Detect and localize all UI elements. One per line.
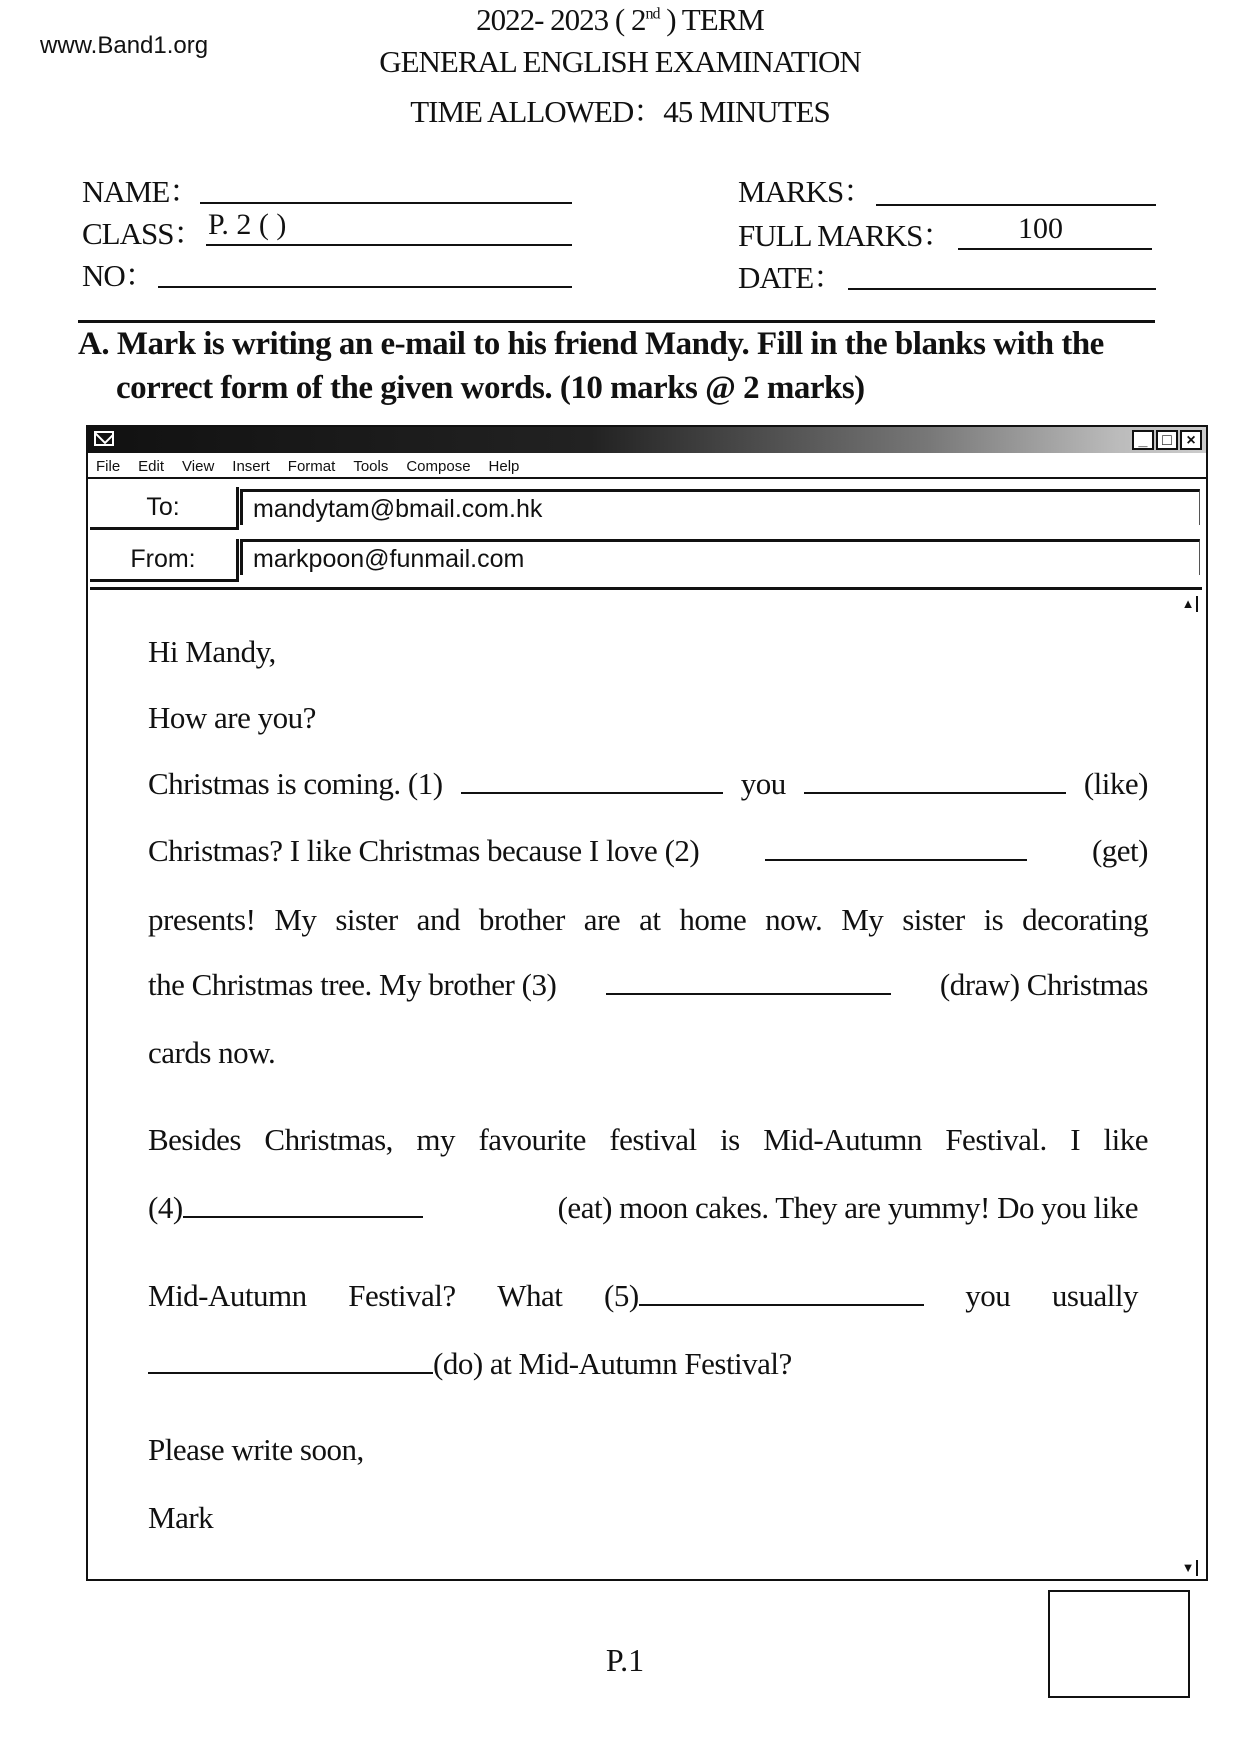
to-field[interactable]: mandytam@bmail.com.hk xyxy=(240,489,1200,525)
date-field[interactable] xyxy=(848,288,1156,290)
blank-5a[interactable] xyxy=(639,1282,924,1306)
menu-help[interactable]: Help xyxy=(488,457,520,475)
watermark: www.Band1.org xyxy=(40,32,209,59)
menu-insert[interactable]: Insert xyxy=(232,457,270,475)
text: (4) xyxy=(148,1190,183,1225)
class-value: P. 2 ( ) xyxy=(208,208,287,241)
full-marks-label: FULL MARKS： xyxy=(738,218,953,253)
instruction-line-2: correct form of the given words. (10 marks @ 2 marks) xyxy=(116,370,865,406)
text: (draw) Christmas xyxy=(939,967,1148,1002)
from-label: From: xyxy=(90,539,239,582)
full-marks-field xyxy=(958,248,1152,250)
text-line-6: Besides Christmas, my favourite festival is Mid-Autumn Festival. I like xyxy=(148,1122,1148,1157)
from-field[interactable]: markpoon@funmail.com xyxy=(240,539,1200,575)
menu-bar xyxy=(88,455,1206,479)
menu-file[interactable]: File xyxy=(96,457,121,475)
text: (5) xyxy=(604,1278,639,1313)
text-line-5: cards now. xyxy=(148,1035,276,1070)
instruction-line-1: A. Mark is writing an e-mail to his friend Mandy. Fill in the blanks with the xyxy=(78,326,1104,362)
text: (like) xyxy=(1083,766,1148,801)
to-label: To: xyxy=(90,487,239,530)
text: Christmas is coming. (1) xyxy=(148,766,443,801)
text: you xyxy=(740,766,786,801)
menu-edit[interactable]: Edit xyxy=(138,457,165,475)
blank-4[interactable] xyxy=(183,1194,423,1218)
blank-3[interactable] xyxy=(606,971,891,995)
scroll-down-icon[interactable]: ▼ xyxy=(1180,1560,1198,1576)
signature: Mark xyxy=(148,1500,214,1535)
marks-field[interactable] xyxy=(876,204,1156,206)
class-field[interactable] xyxy=(206,244,572,246)
no-label: NO： xyxy=(82,258,155,293)
full-marks-value: 100 xyxy=(1018,212,1063,245)
time-allowed: TIME ALLOWED：45 MINUTES xyxy=(410,94,830,129)
menu-view[interactable]: View xyxy=(182,457,215,475)
message-body[interactable] xyxy=(90,587,1202,1580)
how-line: How are you? xyxy=(148,700,316,735)
menu-format[interactable]: Format xyxy=(287,457,336,475)
name-label: NAME： xyxy=(82,174,200,209)
name-field[interactable] xyxy=(200,202,572,204)
page-number: P.1 xyxy=(605,1642,645,1678)
minimize-button[interactable]: _ xyxy=(1132,430,1154,450)
class-label: CLASS： xyxy=(82,216,204,251)
text-line-1 xyxy=(148,766,1148,802)
term-heading xyxy=(0,2,1240,38)
mail-icon xyxy=(94,431,114,446)
exam-title: GENERAL ENGLISH EXAMINATION xyxy=(379,44,861,79)
title-bar xyxy=(88,427,1206,453)
text-line-3: presents! My sister and brother are at home now. My sister is decorating xyxy=(148,902,1148,937)
closing: Please write soon, xyxy=(148,1432,364,1467)
text-line-9 xyxy=(148,1346,1148,1382)
date-label: DATE： xyxy=(738,260,844,295)
text: Festival? xyxy=(348,1278,456,1313)
text: the Christmas tree. My brother (3) xyxy=(148,967,557,1002)
text: (do) at Mid-Autumn Festival? xyxy=(433,1346,792,1381)
close-button[interactable]: × xyxy=(1180,430,1202,450)
section-a-instruction xyxy=(78,322,1178,410)
email-window xyxy=(86,425,1208,1581)
term-label: ) TERM xyxy=(659,2,764,37)
menu-compose[interactable]: Compose xyxy=(406,457,471,475)
text-line-4 xyxy=(148,967,1148,1003)
no-field[interactable] xyxy=(158,286,572,288)
maximize-button[interactable]: □ xyxy=(1156,430,1178,450)
text-line-2 xyxy=(148,833,1148,869)
menu-tools[interactable]: Tools xyxy=(353,457,389,475)
blank-1a[interactable] xyxy=(461,770,723,794)
term-sup: nd xyxy=(645,5,660,23)
text: you xyxy=(965,1278,1011,1313)
text-line-8 xyxy=(148,1278,1138,1314)
text: Christmas? I like Christmas because I love (2) xyxy=(148,833,700,868)
score-box xyxy=(1048,1590,1190,1698)
term-year: 2022- 2023 ( 2 xyxy=(476,2,646,37)
text: What xyxy=(497,1278,563,1313)
text: (eat) moon cakes. They are yummy! Do you like xyxy=(557,1190,1138,1225)
blank-1b[interactable] xyxy=(804,770,1066,794)
text: usually xyxy=(1051,1278,1138,1313)
text: Mid-Autumn xyxy=(148,1278,307,1313)
text: (get) xyxy=(1091,833,1148,868)
text-line-7 xyxy=(148,1190,1138,1226)
scroll-up-icon[interactable]: ▲ xyxy=(1180,596,1198,612)
blank-5b[interactable] xyxy=(148,1350,433,1374)
marks-label: MARKS： xyxy=(738,174,874,209)
blank-2[interactable] xyxy=(765,837,1027,861)
greeting: Hi Mandy, xyxy=(148,634,276,669)
